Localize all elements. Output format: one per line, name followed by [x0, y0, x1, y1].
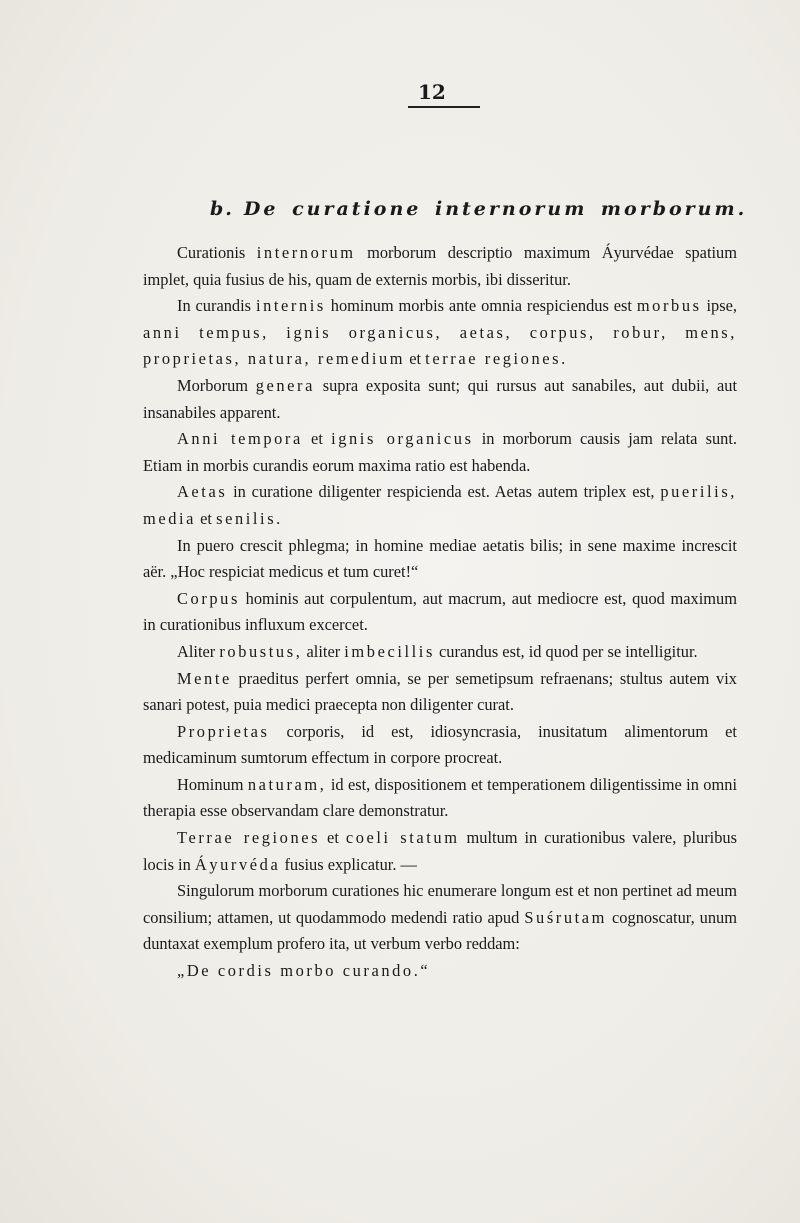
paragraph-text: et	[320, 828, 346, 848]
paragraph-text: corporis, id est, idiosyncrasia, inusitatum alimentorum et medicaminum sumtorum effectum in corpore procreat.	[143, 721, 737, 768]
spaced-emphasis-text: genera	[255, 375, 315, 395]
paragraph-text: hominis aut corpulentum, aut macrum, aut mediocre est, quod maximum in curationibus influxum excercet.	[143, 588, 737, 635]
paragraph-text: praeditus perfert omnia, se per semetipsum refraenans; stultus autem vix sanari potest, puia medici praecepta non diligenter curat.	[143, 668, 737, 715]
section-mark: b.	[210, 198, 234, 220]
paragraph	[143, 533, 737, 586]
paragraph	[143, 479, 737, 532]
spaced-emphasis-text: Aetas	[177, 482, 228, 502]
spaced-emphasis-text: internis	[255, 296, 326, 316]
paragraph	[143, 639, 737, 666]
spaced-emphasis-text: ignis organicus	[331, 429, 474, 449]
spaced-emphasis-text: anni tempus, ignis organicus, aetas, corpus, robur, mens, proprietas, natura, remedium	[143, 322, 737, 369]
paragraph-text: multum in curationibus valere, pluribus locis in	[143, 828, 737, 874]
spaced-emphasis-text: puerilis, media	[143, 482, 737, 528]
paragraph-text: Hominum	[177, 774, 248, 794]
spaced-emphasis-text: Suśrutam	[524, 907, 608, 927]
paragraph-text: curandus est, id quod per se intelligitur.	[434, 641, 698, 661]
paragraph	[143, 373, 737, 426]
paragraph	[143, 293, 737, 373]
paragraph-text: hominum morbis ante omnia respiciendus est	[325, 296, 637, 316]
paragraph-text: et	[405, 349, 426, 369]
spaced-emphasis-text: Terrae regiones	[177, 828, 321, 848]
paragraph-text: in morborum causis jam relata sunt. Etiam in morbis curandis eorum maxima ratio est habenda.	[143, 429, 738, 475]
spaced-emphasis-text: morbus	[636, 296, 702, 316]
spaced-emphasis-text: terrae regiones.	[425, 349, 568, 369]
spaced-emphasis-text: robustus,	[219, 641, 303, 661]
paragraph-text: et	[302, 429, 332, 449]
spaced-emphasis-text: senilis.	[216, 508, 283, 528]
paragraph-text: in curatione diligenter respicienda est. Aetas autem triplex est,	[227, 482, 661, 502]
paragraph-text: id est, dispositionem et temperationem diligentissime in omni therapia esse observandam clare demonstratur.	[143, 774, 737, 821]
paragraph	[143, 719, 737, 772]
paragraph-text: fusius explicatur. —	[280, 854, 417, 874]
paragraph-text: cognoscatur, unum duntaxat exemplum profero ita, ut verbum verbo reddam:	[143, 907, 737, 954]
spaced-emphasis-text: internorum	[256, 243, 356, 262]
body-text	[143, 240, 737, 985]
spaced-emphasis-text: Anni tempora	[177, 429, 303, 449]
spaced-emphasis-text: Mente	[177, 668, 232, 688]
spaced-emphasis-text: Áyurvéda	[194, 854, 281, 874]
paragraph	[143, 825, 737, 878]
paragraph-text: aliter	[302, 641, 345, 661]
paragraph-text: In puero crescit phlegma; in homine mediae aetatis bilis; in sene maxime increscit aër. „Hoc respiciat medicus et tum curet!“	[143, 535, 737, 582]
spaced-emphasis-text: Proprietas	[177, 721, 270, 741]
paragraph-text: Curationis	[177, 243, 257, 262]
spaced-emphasis-text: coeli statum	[345, 828, 460, 848]
paragraph-text: ipse,	[701, 296, 737, 316]
paragraph-text: supra exposita sunt; qui rursus aut sanabiles, aut dubii, aut insanabiles apparent.	[143, 375, 737, 422]
spaced-emphasis-text: „De cordis morbo curando.“	[177, 961, 431, 981]
paragraph	[143, 586, 737, 639]
paragraph	[143, 958, 737, 985]
paragraph-text: morborum descriptio maximum Áyurvédae spatium implet, quia fusius de his, quam de externis morbis, ibi disseritur.	[143, 243, 738, 289]
spaced-emphasis-text: naturam,	[247, 774, 327, 794]
spaced-emphasis-text: Corpus	[177, 588, 240, 608]
paragraph	[143, 772, 737, 825]
section-title: De curatione internorum morborum.	[243, 198, 748, 220]
spaced-emphasis-text: imbecillis	[344, 641, 435, 661]
page-number-rule	[408, 106, 480, 108]
section-heading	[210, 198, 748, 220]
page-number: 12	[418, 80, 446, 104]
paragraph-text: Singulorum morborum curationes hic enumerare longum est et non pertinet ad meum consilium; attamen, ut quodammodo medendi ratio apud	[143, 881, 737, 927]
paragraph-text: et	[196, 508, 217, 528]
paragraph-text: In curandis	[177, 296, 256, 316]
paragraph	[143, 666, 737, 719]
paragraph	[143, 240, 737, 293]
paragraph	[143, 878, 737, 958]
paragraph	[143, 426, 737, 479]
paragraph-text: Morborum	[177, 375, 256, 395]
paragraph-text: Aliter	[177, 641, 220, 661]
